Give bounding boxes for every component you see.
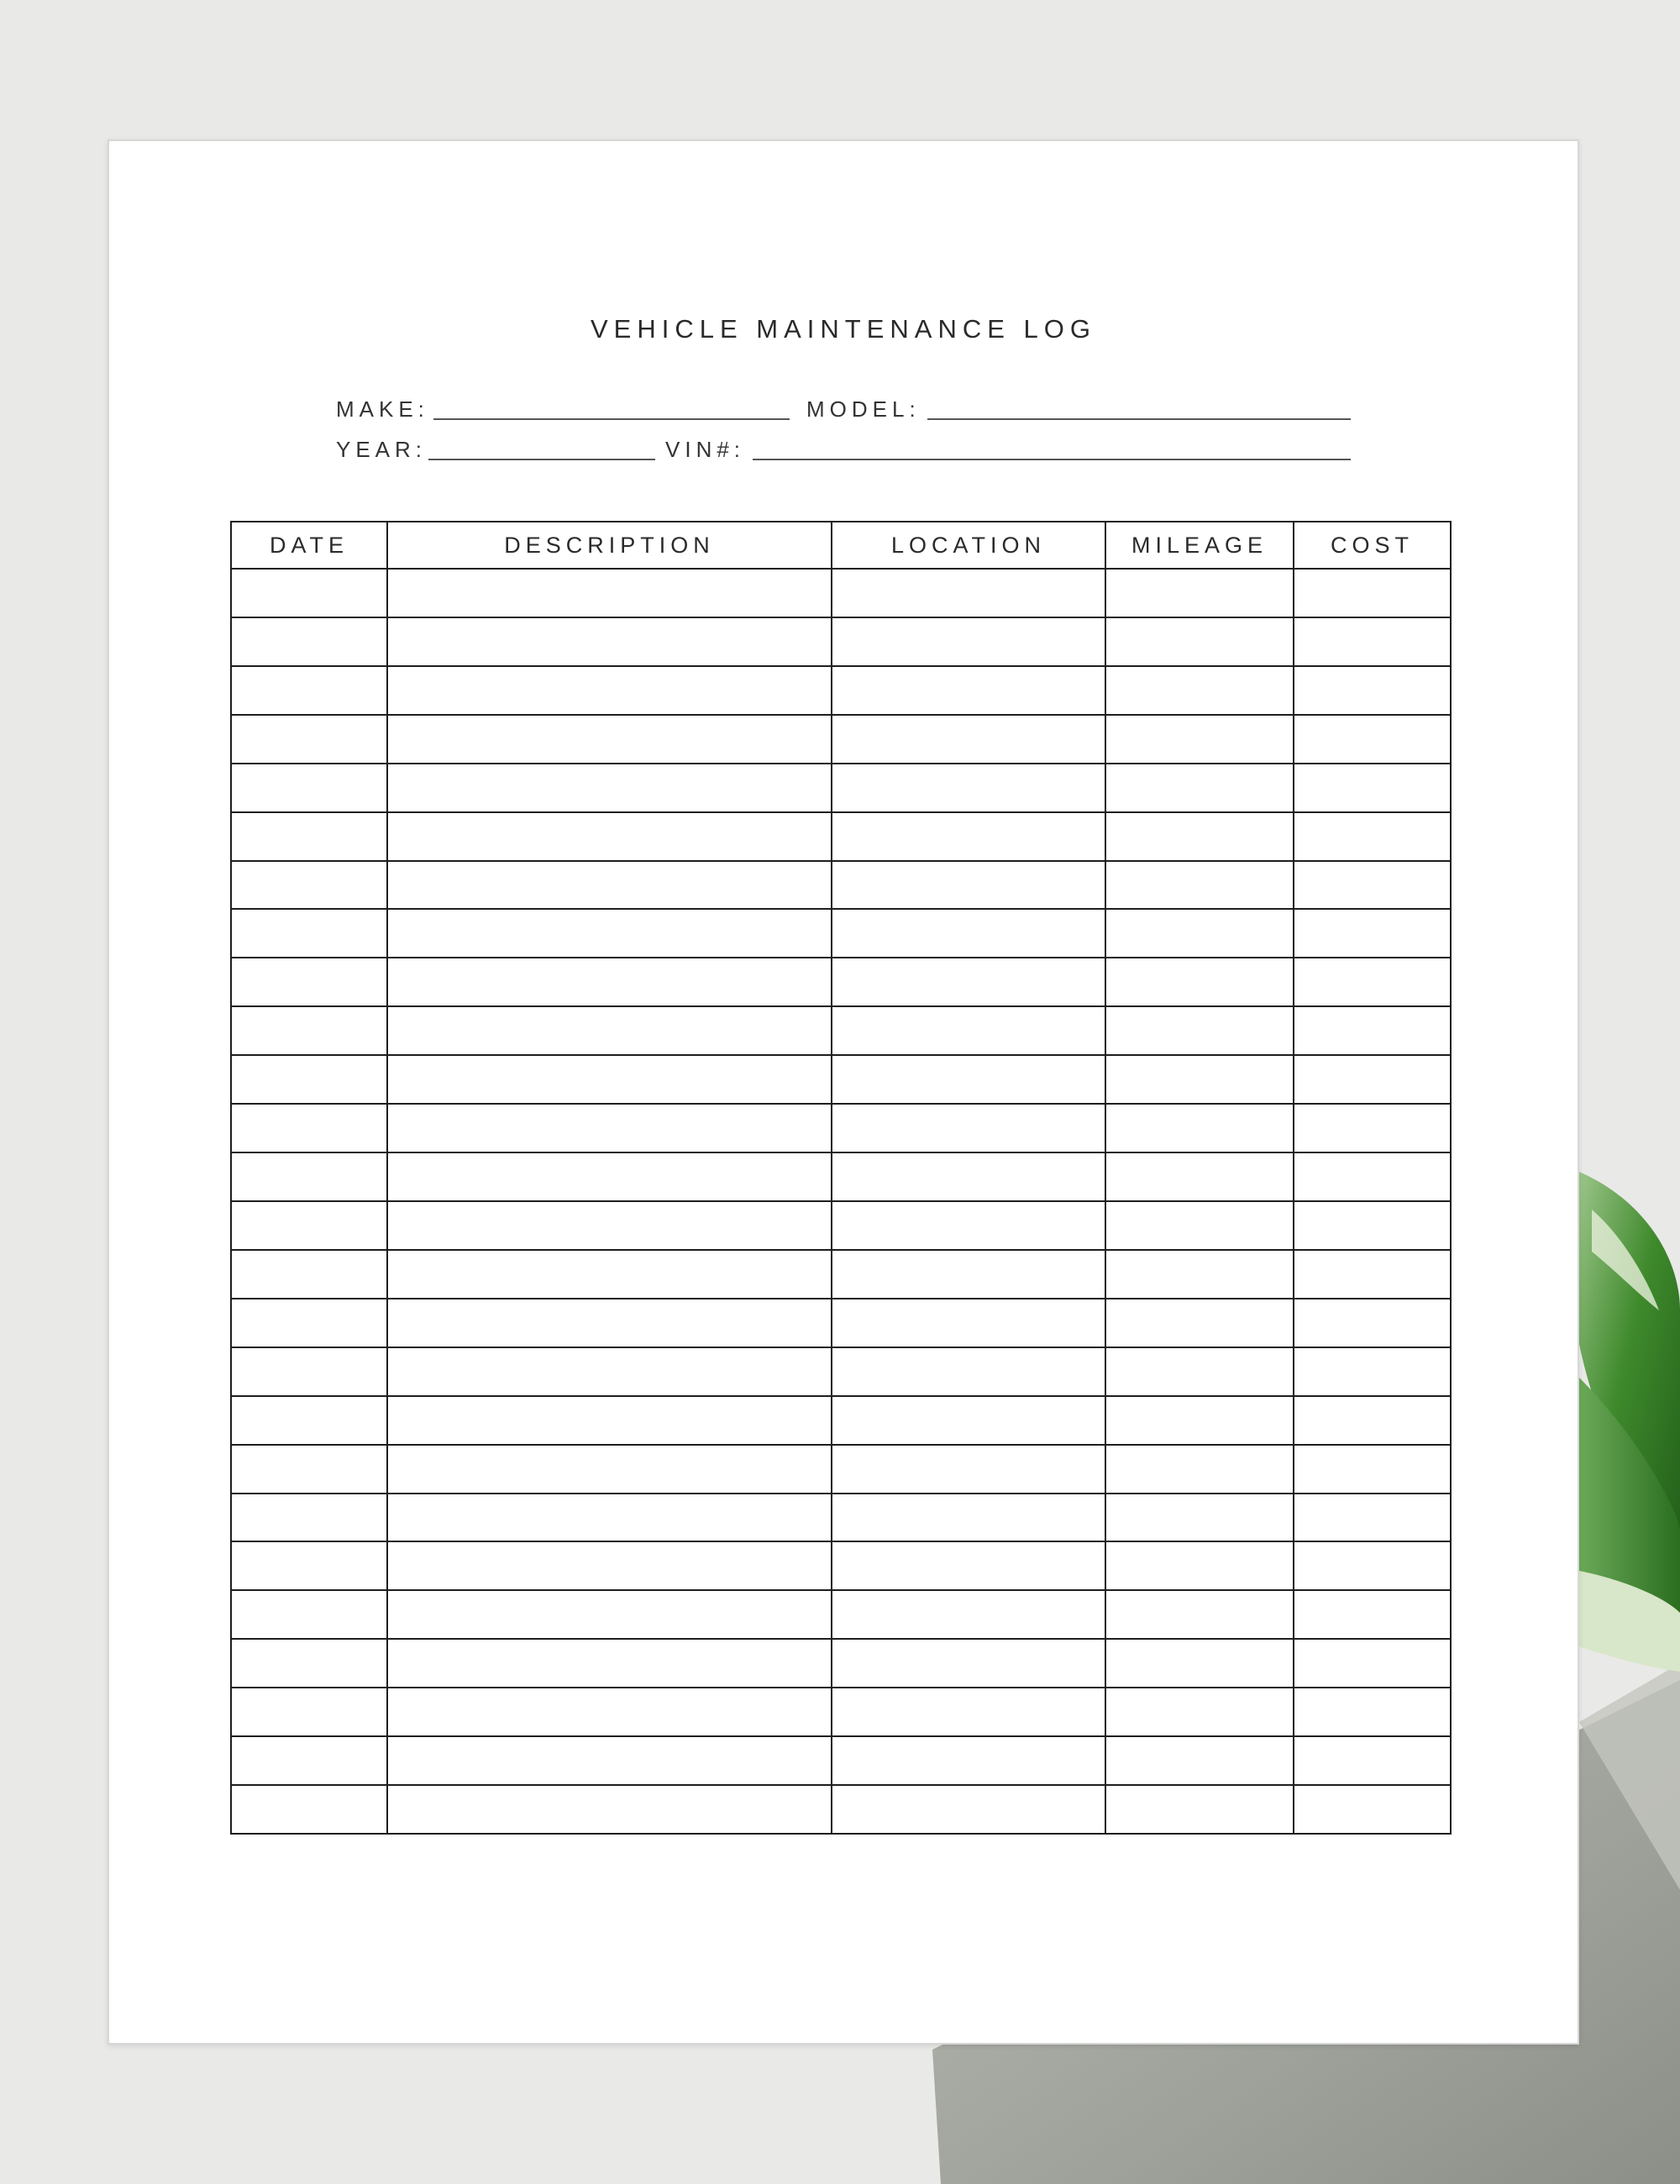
table-row [231,1055,1451,1104]
cell-location[interactable] [832,1445,1105,1494]
cell-location[interactable] [832,1736,1105,1785]
cell-location[interactable] [832,764,1105,812]
cell-cost[interactable] [1294,1639,1451,1688]
cell-cost[interactable] [1294,1736,1451,1785]
cell-mileage[interactable] [1105,1347,1294,1396]
cell-location[interactable] [832,569,1105,617]
table-row [231,812,1451,861]
model-field[interactable] [927,418,1351,420]
cell-cost[interactable] [1294,1494,1451,1542]
cell-cost[interactable] [1294,617,1451,666]
table-row [231,1494,1451,1542]
table-row [231,1104,1451,1152]
table-row [231,1639,1451,1688]
cell-date[interactable] [231,1541,387,1590]
cell-cost[interactable] [1294,1299,1451,1347]
cell-cost[interactable] [1294,569,1451,617]
table-header-row [231,522,1451,569]
vin-field[interactable] [753,459,1351,460]
cell-date[interactable] [231,1639,387,1688]
cell-description[interactable] [387,1250,832,1299]
cell-mileage[interactable] [1105,1299,1294,1347]
cell-mileage[interactable] [1105,861,1294,910]
cell-date[interactable] [231,861,387,910]
maintenance-log-page [108,139,1579,2045]
cell-description[interactable] [387,1736,832,1785]
cell-mileage[interactable] [1105,617,1294,666]
cell-cost[interactable] [1294,909,1451,958]
model-label: MODEL: [806,396,921,422]
cell-location[interactable] [832,666,1105,715]
table-row [231,1201,1451,1250]
cell-mileage[interactable] [1105,569,1294,617]
cell-date[interactable] [231,1006,387,1055]
cell-description[interactable] [387,1445,832,1494]
cell-location[interactable] [832,812,1105,861]
cell-date[interactable] [231,1736,387,1785]
table-row [231,1250,1451,1299]
table-body [231,569,1451,1834]
cell-description[interactable] [387,1104,832,1152]
cell-location[interactable] [832,1639,1105,1688]
cell-mileage[interactable] [1105,1055,1294,1104]
cell-date[interactable] [231,569,387,617]
cell-mileage[interactable] [1105,666,1294,715]
cell-date[interactable] [231,1396,387,1445]
cell-location[interactable] [832,715,1105,764]
cell-cost[interactable] [1294,1445,1451,1494]
cell-mileage[interactable] [1105,1201,1294,1250]
cell-cost[interactable] [1294,764,1451,812]
cell-description[interactable] [387,569,832,617]
cell-mileage[interactable] [1105,1785,1294,1834]
cell-location[interactable] [832,1152,1105,1201]
cell-mileage[interactable] [1105,1494,1294,1542]
table-row [231,1785,1451,1834]
cell-description[interactable] [387,1055,832,1104]
maintenance-log-table [230,521,1452,1835]
table-row [231,1688,1451,1736]
cell-cost[interactable] [1294,1201,1451,1250]
cell-location[interactable] [832,1590,1105,1639]
cell-date[interactable] [231,764,387,812]
cell-cost[interactable] [1294,1104,1451,1152]
cell-description[interactable] [387,1396,832,1445]
cell-date[interactable] [231,715,387,764]
cell-mileage[interactable] [1105,1590,1294,1639]
cell-mileage[interactable] [1105,1152,1294,1201]
cell-location[interactable] [832,1006,1105,1055]
cell-description[interactable] [387,1541,832,1590]
cell-description[interactable] [387,1688,832,1736]
cell-description[interactable] [387,764,832,812]
cell-mileage[interactable] [1105,909,1294,958]
cell-cost[interactable] [1294,1590,1451,1639]
cell-location[interactable] [832,1541,1105,1590]
table-row [231,909,1451,958]
cell-description[interactable] [387,1299,832,1347]
cell-mileage[interactable] [1105,1639,1294,1688]
cell-mileage[interactable] [1105,1445,1294,1494]
page-title: VEHICLE MAINTENANCE LOG [591,314,1096,344]
cell-description[interactable] [387,1494,832,1542]
cell-description[interactable] [387,861,832,910]
table-row [231,861,1451,910]
table-row [231,666,1451,715]
cell-mileage[interactable] [1105,1688,1294,1736]
cell-location[interactable] [832,1396,1105,1445]
cell-date[interactable] [231,1055,387,1104]
column-header-date: DATE [231,522,387,569]
cell-date[interactable] [231,1152,387,1201]
cell-description[interactable] [387,909,832,958]
cell-date[interactable] [231,909,387,958]
column-header-cost: COST [1294,522,1451,569]
cell-location[interactable] [832,1104,1105,1152]
cell-cost[interactable] [1294,1006,1451,1055]
cell-cost[interactable] [1294,1152,1451,1201]
cell-location[interactable] [832,1785,1105,1834]
cell-location[interactable] [832,617,1105,666]
make-field[interactable] [433,418,790,420]
column-header-location: LOCATION [832,522,1105,569]
table-row [231,1396,1451,1445]
cell-mileage[interactable] [1105,1104,1294,1152]
cell-location[interactable] [832,1494,1105,1542]
cell-location[interactable] [832,1055,1105,1104]
column-header-mileage: MILEAGE [1105,522,1294,569]
cell-mileage[interactable] [1105,812,1294,861]
cell-cost[interactable] [1294,1785,1451,1834]
cell-cost[interactable] [1294,812,1451,861]
cell-description[interactable] [387,1347,832,1396]
cell-description[interactable] [387,666,832,715]
column-header-description: DESCRIPTION [387,522,832,569]
cell-location[interactable] [832,909,1105,958]
table-row [231,1006,1451,1055]
cell-location[interactable] [832,958,1105,1006]
table-row [231,1152,1451,1201]
cell-date[interactable] [231,958,387,1006]
cell-description[interactable] [387,617,832,666]
cell-description[interactable] [387,1201,832,1250]
cell-description[interactable] [387,812,832,861]
cell-location[interactable] [832,861,1105,910]
cell-cost[interactable] [1294,1250,1451,1299]
cell-cost[interactable] [1294,1055,1451,1104]
cell-date[interactable] [231,1104,387,1152]
cell-cost[interactable] [1294,958,1451,1006]
cell-cost[interactable] [1294,1688,1451,1736]
cell-mileage[interactable] [1105,764,1294,812]
make-label: MAKE: [336,396,429,422]
cell-cost[interactable] [1294,666,1451,715]
year-label: YEAR: [336,437,428,462]
table-row [231,1736,1451,1785]
cell-mileage[interactable] [1105,1250,1294,1299]
table-row [231,617,1451,666]
table-row [231,715,1451,764]
cell-mileage[interactable] [1105,1396,1294,1445]
cell-location[interactable] [832,1347,1105,1396]
cell-date[interactable] [231,1688,387,1736]
cell-description[interactable] [387,958,832,1006]
cell-location[interactable] [832,1688,1105,1736]
cell-date[interactable] [231,1445,387,1494]
cell-location[interactable] [832,1250,1105,1299]
year-field[interactable] [428,459,655,460]
cell-description[interactable] [387,1006,832,1055]
cell-date[interactable] [231,1494,387,1542]
cell-date[interactable] [231,617,387,666]
cell-cost[interactable] [1294,861,1451,910]
cell-description[interactable] [387,1639,832,1688]
cell-cost[interactable] [1294,715,1451,764]
cell-mileage[interactable] [1105,958,1294,1006]
table-row [231,1590,1451,1639]
cell-location[interactable] [832,1201,1105,1250]
cell-cost[interactable] [1294,1347,1451,1396]
cell-mileage[interactable] [1105,1736,1294,1785]
table-row [231,1299,1451,1347]
table-row [231,958,1451,1006]
cell-mileage[interactable] [1105,1006,1294,1055]
cell-description[interactable] [387,1785,832,1834]
table-row [231,569,1451,617]
table-row [231,1347,1451,1396]
cell-description[interactable] [387,1590,832,1639]
vin-label: VIN#: [665,437,746,462]
cell-date[interactable] [231,812,387,861]
cell-location[interactable] [832,1299,1105,1347]
table-row [231,764,1451,812]
cell-description[interactable] [387,1152,832,1201]
cell-description[interactable] [387,715,832,764]
cell-date[interactable] [231,1250,387,1299]
cell-date[interactable] [231,666,387,715]
cell-date[interactable] [231,1201,387,1250]
cell-mileage[interactable] [1105,1541,1294,1590]
cell-cost[interactable] [1294,1396,1451,1445]
cell-date[interactable] [231,1299,387,1347]
table-row [231,1445,1451,1494]
cell-mileage[interactable] [1105,715,1294,764]
cell-date[interactable] [231,1590,387,1639]
cell-cost[interactable] [1294,1541,1451,1590]
cell-date[interactable] [231,1785,387,1834]
cell-date[interactable] [231,1347,387,1396]
table-row [231,1541,1451,1590]
